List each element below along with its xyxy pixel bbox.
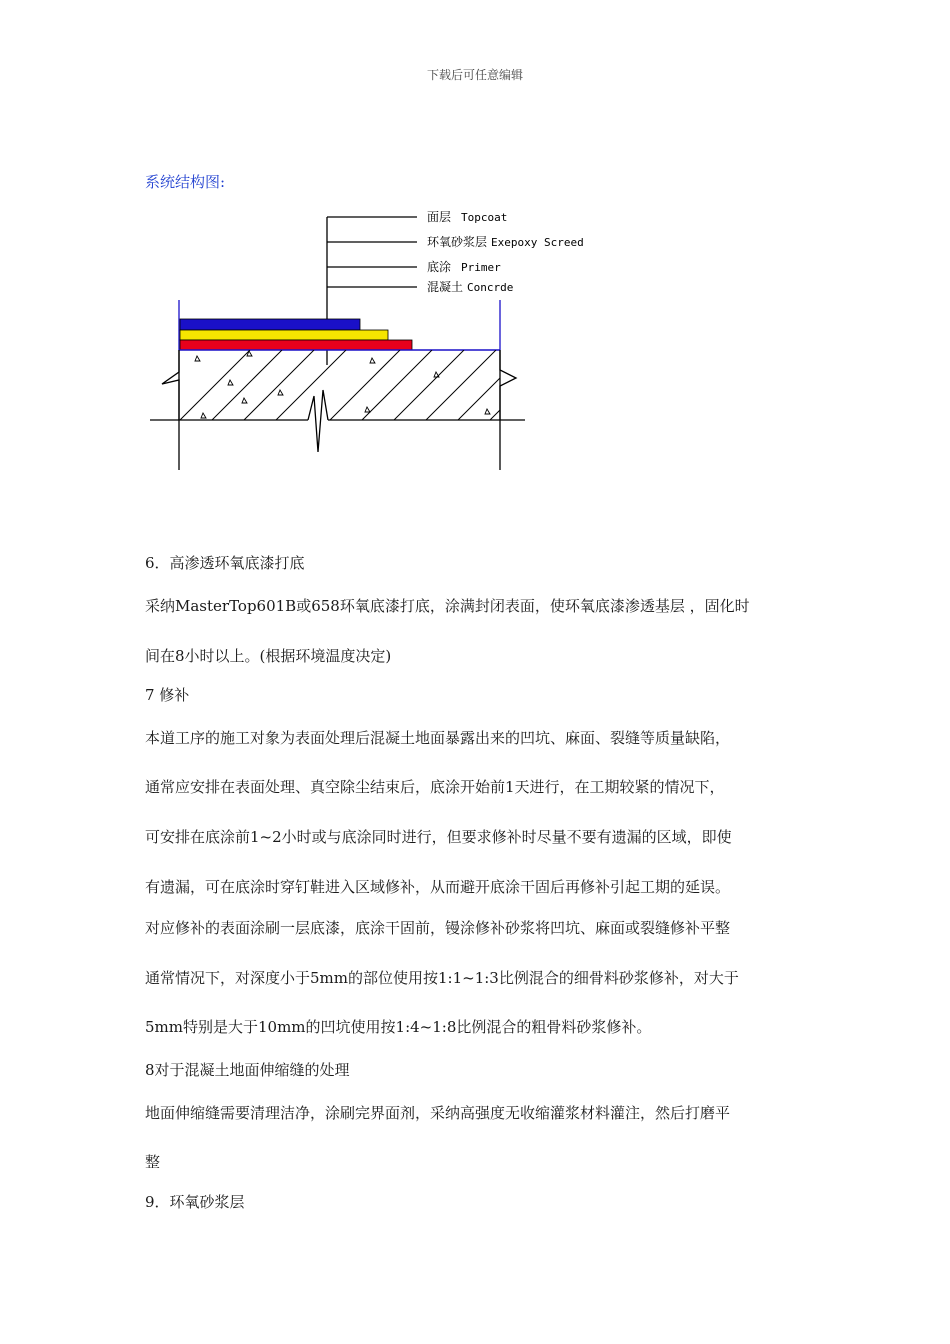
heading-repair: 7 修补 — [145, 686, 190, 704]
layer-screed — [180, 330, 388, 340]
paragraph-line: 整 — [145, 1153, 161, 1171]
heading-epoxy-mortar: 9．环氧砂浆层 — [145, 1193, 245, 1211]
paragraph-line: 采纳MasterTop601B或658环氧底漆打底，涂满封闭表面，使环氧底漆渗透基层 ，固化时 — [145, 597, 750, 615]
system-structure-diagram — [140, 205, 620, 475]
paragraph-line: 地面伸缩缝需要清理洁净，涂刷完界面剂，采纳高强度无收缩灌浆材料灌注，然后打磨平 — [145, 1104, 731, 1122]
paragraph-line: 5mm特别是大于10mm的凹坑使用按1:4~1:8比例混合的粗骨料砂浆修补。 — [145, 1018, 652, 1036]
label-concrete: 混凝土 Concrde — [427, 280, 514, 294]
page-header: 下载后可任意编辑 — [426, 68, 523, 82]
section-title: 系统结构图: — [145, 173, 226, 191]
paragraph-line: 通常情况下，对深度小于5mm的部位使用按1:1~1:3比例混合的细骨料砂浆修补，对大于 — [145, 969, 739, 987]
label-topcoat: 面层 Topcoat — [427, 210, 508, 224]
paragraph-line: 可安排在底涂前1~2小时或与底涂同时进行，但要求修补时尽量不要有遗漏的区域，即使 — [145, 828, 732, 846]
heading-expansion-joint: 8对于混凝土地面伸缩缝的处理 — [145, 1061, 350, 1079]
layer-topcoat — [180, 319, 360, 330]
paragraph-line: 通常应安排在表面处理、真空除尘结束后，底涂开始前1天进行，在工期较紧的情况下， — [145, 778, 725, 796]
paragraph-line: 本道工序的施工对象为表面处理后混凝土地面暴露出来的凹坑、麻面、裂缝等质量缺陷， — [145, 729, 731, 747]
heading-primer: 6．高渗透环氧底漆打底 — [145, 554, 305, 572]
label-primer: 底涂 Primer — [427, 260, 501, 274]
label-screed: 环氧砂浆层 Exepoxy Screed — [427, 235, 584, 249]
paragraph-line: 对应修补的表面涂刷一层底漆，底涂干固前，镘涂修补砂浆将凹坑、麻面或裂缝修补平整 — [145, 919, 731, 937]
layer-primer — [180, 340, 412, 350]
paragraph-line: 间在8小时以上。(根据环境温度决定) — [145, 647, 392, 665]
break-edges — [150, 350, 525, 452]
paragraph-line: 有遗漏，可在底涂时穿钉鞋进入区域修补，从而避开底涂干固后再修补引起工期的延误。 — [145, 878, 731, 896]
